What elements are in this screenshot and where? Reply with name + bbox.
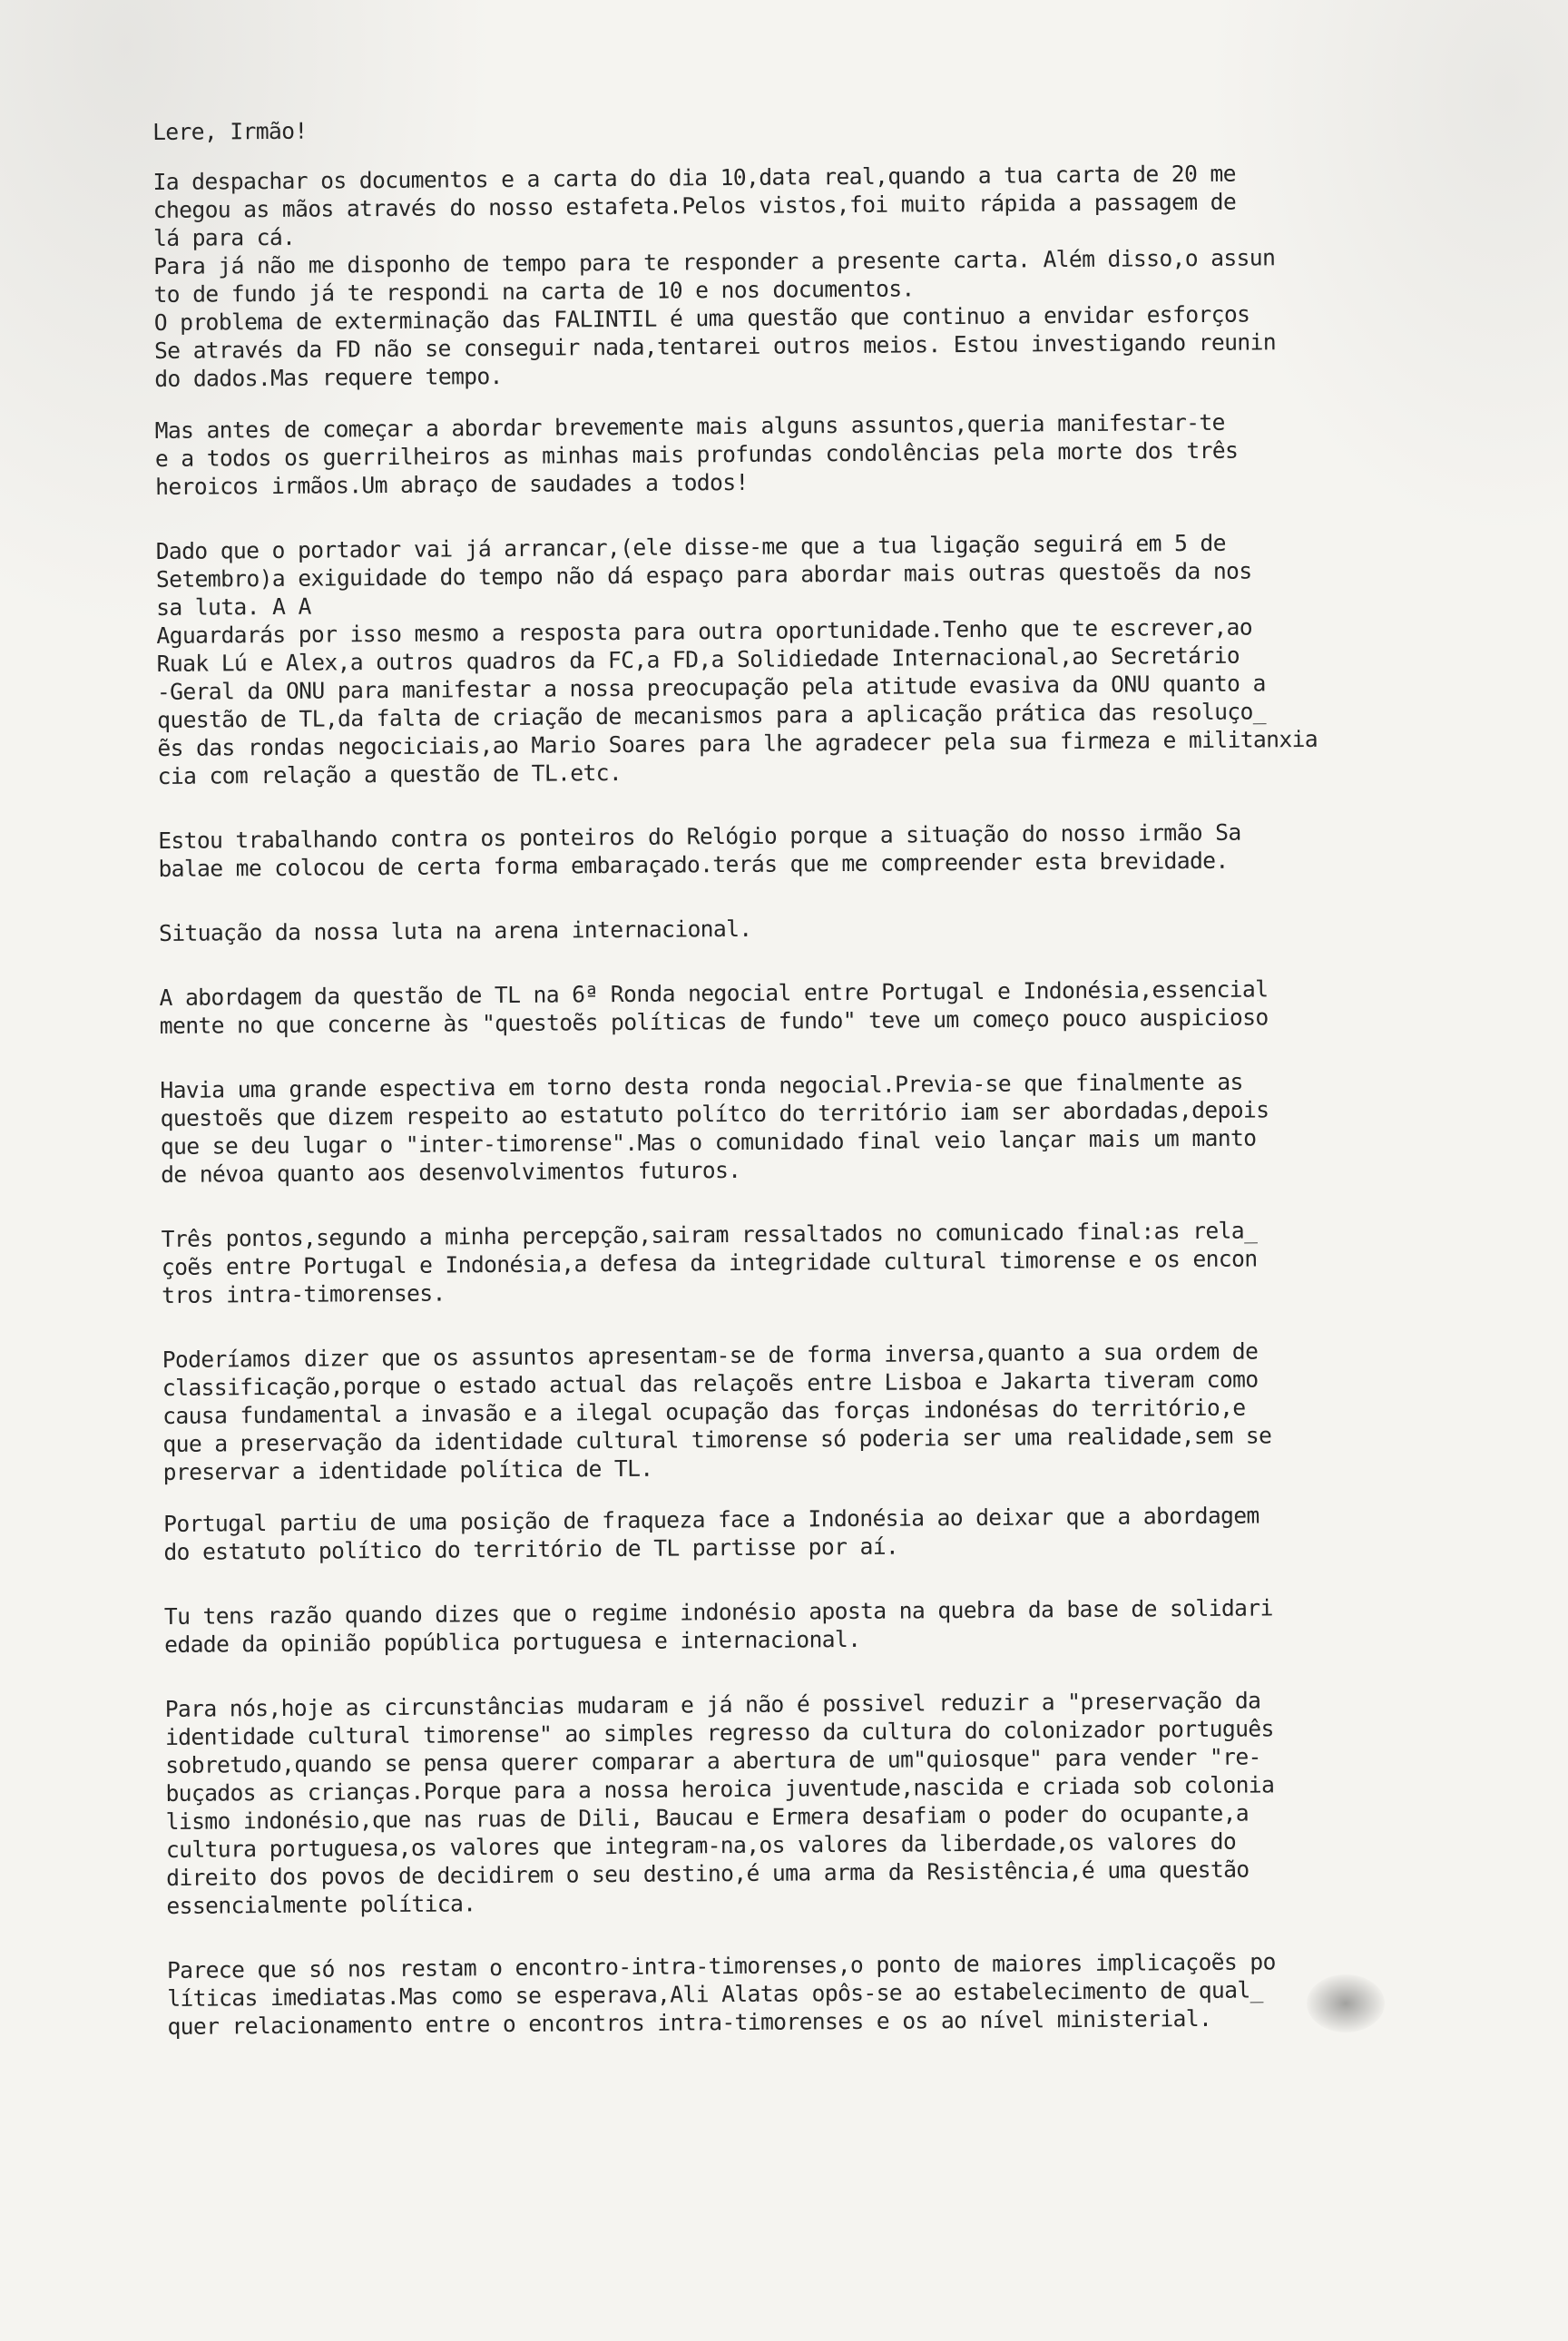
paragraph-line: tros intra-timorenses. (162, 1279, 446, 1308)
paragraph-line: Situação da nossa luta na arena internacional. (158, 915, 752, 946)
paragraph-line: líticas imediatas.Mas como se esperava,Ali Alatas opôs-se ao estabelecimento de qual_ (167, 1976, 1263, 2012)
paragraph-line: quer relacionamento entre o encontros intra-timorenses e os ao nível ministerial. (167, 2004, 1212, 2040)
paragraph-line: questão de TL,da falta de criação de mecanismos para a aplicação prática das resoluço_ (157, 698, 1267, 733)
paragraph-line: to de fundo já te respondi na carta de 10 e nos documentos. (153, 275, 915, 308)
paragraph-line: que se deu lugar o "inter-timorense".Mas o comunidado final veio lançar mais um manto (160, 1124, 1257, 1160)
paragraph-8 (162, 1215, 1451, 1309)
paragraph-line: Havia uma grande espectiva em torno desta ronda negocial.Previa-se que finalmente as (160, 1068, 1243, 1103)
paragraph-line: mente no que concerne às "questoẽs políticas de fundo" teve um começo pouco auspicioso (159, 1004, 1269, 1039)
paragraph-line: ẽs das rondas negociciais,ao Mario Soares para lhe agradecer pela sua firmeza e militanxia (157, 725, 1318, 761)
paragraph-line: Poderíamos dizer que os assuntos apresentam-se de forma inversa,quanto a sua ordem de (162, 1337, 1259, 1373)
paragraph-line: edade da opinião popública portuguesa e internacional. (164, 1625, 861, 1658)
paragraph-12 (165, 1685, 1455, 1920)
paragraph-line: que a preservação da identidade cultural timorense só poderia ser uma realidade,sem se (162, 1422, 1272, 1457)
paragraph-line: classificação,porque o estado actual das relaçoẽs entre Lisboa e Jakarta tiveram como (162, 1366, 1259, 1401)
paragraph-line: Portugal partiu de uma posição de fraqueza face a Indonésia ao deixar que a abordagem (163, 1502, 1259, 1537)
paragraph-line: -Geral da ONU para manifestar a nossa preocupação pela atitude evasiva da ONU quanto a (156, 670, 1266, 705)
paragraph-line: Três pontos,segundo a minha percepção,sairam ressaltados no comunicado final:as rela_ (161, 1217, 1258, 1252)
paragraph-line: Mas antes de começar a abordar brevemente mais alguns assuntos,queria manifestar-te (154, 408, 1225, 444)
paragraph-line: do dados.Mas requere tempo. (154, 362, 503, 392)
paragraph-line: Para nós,hoje as circunstâncias mudaram e já não é possivel reduzir a "preservação da (164, 1687, 1261, 1722)
paragraph-line: essencialmente política. (166, 1890, 476, 1919)
paragraph-line: de névoa quanto aos desenvolvimentos futuros. (161, 1156, 741, 1188)
paragraph-line: Ruak Lú e Alex,a outros quadros da FC,a FD,a Solidiedade Internacional,ao Secretário (156, 642, 1240, 677)
paragraph-9 (162, 1336, 1452, 1486)
paragraph-line: Para já não me disponho de tempo para te responder a presente carta. Além disso,o assun (153, 244, 1276, 279)
paragraph-4 (158, 817, 1446, 883)
paragraph-line: Ia despachar os documentos e a carta do dia 10,data real,quando a tua carta de 20 me (152, 160, 1237, 195)
paragraph-line: questoẽs que dizem respeito ao estatuto polítco do território iam ser abordadas,depois (160, 1096, 1269, 1131)
paragraph-line: sa luta. A A (156, 593, 311, 621)
salutation: Lere, Irmão! (152, 117, 308, 145)
paragraph-line: Dado que o portador vai já arrancar,(ele disse-me que a tua ligação seguirá em 5 de (155, 529, 1226, 564)
paragraph-line: çoẽs entre Portugal e Indonésia,a defesa da integridade cultural timorense e os encon (161, 1245, 1258, 1280)
paragraph-line: Estou trabalhando contra os ponteiros do Relógio porque a situação do nosso irmão Sa (158, 818, 1241, 854)
paragraph-line: chegou as mãos através do nosso estafeta.Pelos vistos,foi muito rápida a passagem de (152, 188, 1237, 223)
letter-body (152, 108, 1456, 2041)
paragraph-line: cia com relação a questão de TL.etc. (157, 759, 622, 789)
paragraph-line: heroicos irmãos.Um abraço de saudades a todos! (155, 468, 749, 500)
paragraph-6 (159, 974, 1447, 1040)
paragraph-10 (163, 1500, 1452, 1566)
paragraph-11 (164, 1592, 1453, 1659)
paragraph-line: buçados as crianças.Porque para a nossa heroica juventude,nascida e criada sob colonia (165, 1771, 1275, 1807)
paragraph-line: lismo indonésio,que nas ruas de Dili, Baucau e Ermera desafiam o poder do ocupante,a (165, 1799, 1250, 1835)
paragraph-line: sobretudo,quando se pensa querer comparar a abertura de um"quiosque" para vender "re- (165, 1743, 1261, 1778)
paragraph-line: causa fundamental a invasão e a ilegal ocupação das forças indonésas do território,e (162, 1394, 1246, 1429)
paragraph-line: Setembro)a exiguidade do tempo não dá espaço para abordar mais outras questoẽs da nos (155, 557, 1252, 593)
paragraph-line: direito dos povos de decidirem o seu destino,é uma arma da Resistência,é uma questão (166, 1856, 1250, 1891)
paragraph-line: do estatuto político do território de TL partisse por aí. (163, 1533, 899, 1565)
paragraph-line: identidade cultural timorense" ao simples regresso da cultura do colonizador português (164, 1715, 1274, 1750)
paragraph-13 (167, 1946, 1456, 2041)
paragraph-1 (152, 158, 1443, 393)
paragraph-7 (160, 1066, 1449, 1189)
paragraph-line: e a todos os guerrilheiros as minhas mais profundas condolências pela morte dos três (154, 436, 1239, 472)
paragraph-line: O problema de exterminação das FALINTIL é uma questão que continuo a envidar esforços (153, 300, 1250, 336)
paragraph-line: A abordagem da questão de TL na 6ª Ronda negocial entre Portugal e Indonésia,essencial (159, 975, 1269, 1011)
paragraph-line: balae me colocou de certa forma embaraçado.terás que me compreender esta brevidade. (158, 847, 1229, 882)
paragraph-line: cultura portuguesa,os valores que integram-na,os valores da liberdade,os valores do (165, 1827, 1237, 1863)
paragraph-line: Parece que só nos restam o encontro-intra-timorenses,o ponto de maiores implicaçoẽs po (166, 1948, 1276, 1983)
paragraph-line: Aguardarás por isso mesmo a resposta para outra oportunidade.Tenho que te escrever,ao (156, 613, 1253, 649)
paragraph-line: lá para cá. (152, 223, 296, 251)
paragraph-3 (156, 527, 1446, 790)
paragraph-2 (155, 406, 1445, 501)
paragraph-line: Se através da FD não se conseguir nada,tentarei outros meios. Estou investigando reunin (153, 328, 1277, 364)
paragraph-line: Tu tens razão quando dizes que o regime indonésio aposta na quebra da base de solidari (163, 1594, 1273, 1630)
paragraph-line: preservar a identidade política de TL. (162, 1455, 653, 1485)
